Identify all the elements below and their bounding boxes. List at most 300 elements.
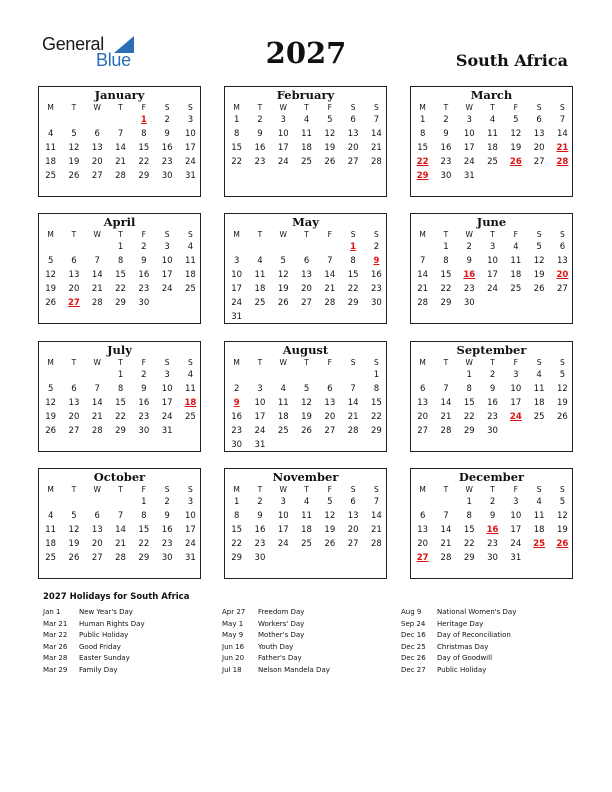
- holiday-date: May 1: [222, 619, 244, 628]
- day-cell: 4: [536, 370, 542, 380]
- holidays-title: 2027 Holidays for South Africa: [43, 592, 190, 602]
- day-cell: 29: [115, 298, 126, 308]
- day-cell: 17: [185, 143, 196, 153]
- day-cell: 1: [141, 497, 147, 507]
- day-cell: 10: [161, 256, 173, 266]
- day-cell: 11: [510, 256, 522, 266]
- day-cell: 23: [138, 412, 150, 422]
- holiday-row: [401, 665, 571, 677]
- weekday-header: F: [141, 230, 146, 239]
- day-cell: 29: [347, 298, 359, 308]
- day-cell: 21: [91, 412, 103, 422]
- day-cell: 16: [138, 270, 150, 280]
- day-cell: 30: [161, 171, 173, 181]
- day-cell: 17: [487, 270, 498, 280]
- holiday-date: Apr 27: [222, 608, 246, 616]
- empty-cell: [272, 240, 295, 254]
- day-cell: 14: [557, 129, 568, 139]
- day-cell: 12: [533, 256, 545, 266]
- weekday-header: M: [419, 230, 426, 239]
- day-cell: 18: [533, 525, 545, 535]
- day-cell: 10: [231, 270, 243, 280]
- day-cell: 24: [277, 539, 289, 549]
- empty-cell: [62, 495, 85, 509]
- day-cell: 7: [419, 256, 426, 266]
- day-cell: 2: [443, 115, 449, 125]
- month-title: February: [276, 88, 335, 102]
- day-cell: 30: [463, 298, 475, 308]
- day-cell: 31: [254, 440, 266, 450]
- day-cell: 4: [187, 242, 194, 252]
- day-cell: 31: [463, 171, 475, 181]
- month-title: May: [292, 215, 319, 229]
- day-cell: 15: [115, 270, 126, 280]
- day-cell: 8: [443, 256, 449, 266]
- month-grid: [411, 229, 572, 310]
- empty-cell: [62, 113, 85, 127]
- day-cell: 27: [91, 553, 103, 563]
- weekday-header: T: [490, 103, 495, 112]
- holiday-name: Nelson Mandela Day: [258, 665, 330, 674]
- day-cell: 15: [347, 270, 359, 280]
- day-cell: 20: [68, 412, 80, 422]
- holiday-name: Public Holiday: [437, 665, 487, 674]
- day-cell: 9: [489, 384, 496, 394]
- day-cell: 29: [463, 426, 475, 436]
- day-cell: 23: [440, 157, 452, 167]
- day-cell: 20: [347, 525, 359, 535]
- day-cell: 4: [536, 497, 542, 507]
- day-cell: 5: [327, 497, 333, 507]
- weekday-header: T: [304, 485, 309, 494]
- weekday-header: S: [536, 358, 542, 367]
- empty-cell: [411, 495, 434, 509]
- weekday-header: T: [443, 103, 449, 112]
- empty-cell: [86, 240, 109, 254]
- day-cell: 15: [138, 143, 150, 153]
- holiday-date: Mar 26: [43, 642, 68, 651]
- day-cell: 1: [443, 242, 449, 252]
- day-cell: 26: [301, 426, 312, 436]
- day-cell: 2: [489, 370, 496, 380]
- day-cell: 7: [94, 384, 100, 394]
- day-cell: 25: [45, 171, 57, 181]
- day-cell: 8: [466, 384, 472, 394]
- day-cell: 13: [347, 129, 359, 139]
- day-cell: 14: [371, 129, 382, 139]
- day-cell: 16: [487, 398, 498, 408]
- weekday-header: W: [93, 103, 101, 112]
- holiday-row: [222, 630, 392, 642]
- day-cell: 28: [347, 426, 359, 436]
- day-cell: 10: [185, 129, 196, 139]
- day-cell: 26: [68, 171, 80, 181]
- month-september: [410, 341, 573, 452]
- weekday-header: F: [513, 485, 518, 494]
- weekday-header: T: [118, 103, 123, 112]
- holiday-name: Youth Day: [258, 642, 294, 651]
- day-cell: 6: [419, 384, 426, 394]
- month-grid: [411, 102, 572, 183]
- day-cell: 19: [68, 157, 80, 167]
- weekday-header: S: [560, 103, 565, 112]
- day-cell: 24: [463, 157, 475, 167]
- weekday-header: T: [490, 485, 495, 494]
- day-cell: 7: [117, 129, 124, 139]
- holiday-day-cell: 9: [233, 398, 240, 408]
- day-cell: 18: [45, 157, 57, 167]
- day-cell: 23: [371, 284, 382, 294]
- day-cell: 24: [161, 412, 173, 422]
- holiday-row: [43, 630, 213, 642]
- holiday-date: Jun 16: [222, 642, 245, 651]
- day-cell: 19: [324, 525, 336, 535]
- day-cell: 28: [115, 553, 126, 563]
- month-title: July: [107, 343, 132, 357]
- day-cell: 30: [487, 553, 498, 563]
- day-cell: 31: [161, 426, 173, 436]
- day-cell: 5: [47, 256, 54, 266]
- day-cell: 26: [45, 298, 57, 308]
- day-cell: 31: [231, 312, 243, 322]
- day-cell: 15: [463, 525, 475, 535]
- day-cell: 8: [117, 384, 124, 394]
- day-cell: 8: [141, 511, 147, 521]
- day-cell: 18: [254, 284, 266, 294]
- day-cell: 7: [94, 256, 100, 266]
- empty-cell: [39, 368, 62, 382]
- weekday-header: T: [257, 358, 263, 367]
- day-cell: 11: [254, 270, 266, 280]
- weekday-header: S: [560, 358, 565, 367]
- weekday-header: S: [536, 485, 542, 494]
- day-cell: 28: [324, 298, 336, 308]
- empty-cell: [109, 495, 132, 509]
- day-cell: 30: [231, 440, 243, 450]
- day-cell: 1: [419, 115, 426, 125]
- empty-cell: [434, 495, 457, 509]
- day-cell: 18: [533, 398, 545, 408]
- day-cell: 5: [71, 129, 77, 139]
- day-cell: 13: [301, 270, 312, 280]
- country-name: South Africa: [455, 51, 568, 70]
- weekday-header: F: [513, 230, 518, 239]
- day-cell: 14: [440, 525, 452, 535]
- holiday-name: Good Friday: [79, 642, 121, 651]
- day-cell: 18: [277, 412, 289, 422]
- day-cell: 2: [257, 497, 263, 507]
- empty-cell: [318, 368, 341, 382]
- month-april: [38, 213, 201, 324]
- day-cell: 2: [164, 497, 170, 507]
- day-cell: 19: [45, 284, 57, 294]
- day-cell: 8: [466, 511, 472, 521]
- weekday-header: T: [118, 485, 123, 494]
- day-cell: 11: [301, 129, 312, 139]
- day-cell: 26: [45, 426, 57, 436]
- holiday-name: New Year's Day: [79, 608, 133, 616]
- empty-cell: [295, 240, 318, 254]
- day-cell: 6: [94, 511, 100, 521]
- day-cell: 5: [327, 115, 333, 125]
- holiday-row: [401, 607, 571, 619]
- month-title: December: [458, 470, 525, 484]
- weekday-header: S: [374, 358, 379, 367]
- day-cell: 10: [510, 511, 522, 521]
- weekday-header: T: [118, 358, 123, 367]
- day-cell: 30: [440, 171, 452, 181]
- day-cell: 11: [533, 384, 545, 394]
- month-title: April: [103, 215, 136, 229]
- day-cell: 29: [231, 553, 243, 563]
- weekday-header: F: [513, 358, 518, 367]
- day-cell: 25: [510, 284, 522, 294]
- holiday-row: [222, 653, 392, 665]
- day-cell: 12: [68, 143, 80, 153]
- empty-cell: [62, 240, 85, 254]
- holiday-day-cell: 20: [556, 270, 569, 280]
- holiday-day-cell: 16: [486, 525, 499, 535]
- empty-cell: [109, 113, 132, 127]
- holiday-row: [43, 653, 213, 665]
- holiday-date: Mar 22: [43, 631, 68, 639]
- day-cell: 9: [164, 129, 170, 139]
- weekday-header: S: [350, 103, 356, 112]
- weekday-header: S: [188, 485, 193, 494]
- weekday-header: T: [443, 485, 449, 494]
- day-cell: 8: [419, 129, 426, 139]
- day-cell: 10: [161, 384, 173, 394]
- holiday-row: [43, 665, 213, 677]
- day-cell: 14: [417, 270, 429, 280]
- day-cell: 5: [513, 115, 519, 125]
- day-cell: 31: [185, 171, 196, 181]
- day-cell: 17: [510, 525, 522, 535]
- day-cell: 13: [91, 525, 103, 535]
- day-cell: 13: [533, 129, 545, 139]
- day-cell: 3: [187, 497, 194, 507]
- day-cell: 21: [91, 284, 103, 294]
- day-cell: 17: [231, 284, 243, 294]
- day-cell: 1: [233, 497, 240, 507]
- day-cell: 5: [303, 384, 310, 394]
- day-cell: 7: [443, 384, 449, 394]
- empty-cell: [318, 240, 341, 254]
- day-cell: 17: [277, 143, 289, 153]
- day-cell: 22: [347, 284, 359, 294]
- day-cell: 18: [510, 270, 522, 280]
- day-cell: 24: [277, 157, 289, 167]
- month-august: [224, 341, 387, 452]
- weekday-header: M: [233, 230, 240, 239]
- day-cell: 27: [557, 284, 568, 294]
- day-cell: 28: [115, 171, 126, 181]
- day-cell: 12: [324, 511, 336, 521]
- holiday-name: Father's Day: [258, 654, 302, 662]
- day-cell: 25: [533, 412, 545, 422]
- day-cell: 14: [371, 511, 382, 521]
- empty-cell: [434, 368, 457, 382]
- weekday-header: S: [164, 485, 170, 494]
- day-cell: 12: [557, 511, 568, 521]
- holiday-date: Dec 25: [401, 642, 426, 651]
- day-cell: 12: [45, 398, 57, 408]
- day-cell: 23: [487, 412, 498, 422]
- month-march: [410, 86, 573, 197]
- day-cell: 29: [371, 426, 382, 436]
- weekday-header: W: [279, 358, 287, 367]
- day-cell: 29: [463, 553, 475, 563]
- weekday-header: T: [490, 358, 495, 367]
- day-cell: 8: [141, 129, 147, 139]
- holiday-row: [222, 665, 392, 677]
- weekday-header: S: [164, 103, 170, 112]
- day-cell: 31: [185, 553, 196, 563]
- month-grid: [411, 357, 572, 438]
- day-cell: 15: [231, 525, 243, 535]
- weekday-header: M: [47, 230, 54, 239]
- weekday-header: W: [279, 485, 287, 494]
- day-cell: 6: [303, 256, 310, 266]
- empty-cell: [86, 495, 109, 509]
- holiday-row: [222, 607, 392, 619]
- day-cell: 16: [231, 412, 243, 422]
- day-cell: 11: [533, 511, 545, 521]
- empty-cell: [295, 368, 318, 382]
- month-grid: [225, 102, 386, 169]
- day-cell: 13: [417, 525, 429, 535]
- day-cell: 16: [138, 398, 150, 408]
- empty-cell: [248, 368, 271, 382]
- weekday-header: T: [304, 358, 309, 367]
- weekday-header: T: [304, 103, 309, 112]
- day-cell: 14: [115, 143, 126, 153]
- day-cell: 3: [280, 497, 286, 507]
- day-cell: 10: [463, 129, 475, 139]
- month-october: [38, 468, 201, 579]
- empty-cell: [341, 368, 364, 382]
- weekday-header: F: [327, 230, 332, 239]
- weekday-header: W: [465, 358, 473, 367]
- weekday-header: F: [513, 103, 518, 112]
- empty-cell: [86, 368, 109, 382]
- holiday-date: Jul 18: [222, 665, 242, 674]
- day-cell: 5: [559, 370, 566, 380]
- day-cell: 30: [254, 553, 266, 563]
- day-cell: 23: [254, 539, 266, 549]
- empty-cell: [86, 113, 109, 127]
- weekday-header: W: [279, 230, 287, 239]
- holiday-row: [401, 630, 571, 642]
- day-cell: 30: [138, 426, 150, 436]
- day-cell: 7: [559, 115, 566, 125]
- holiday-name: Workers' Day: [258, 619, 305, 628]
- day-cell: 20: [91, 157, 103, 167]
- day-cell: 16: [161, 525, 173, 535]
- day-cell: 31: [510, 553, 522, 563]
- day-cell: 14: [91, 398, 103, 408]
- day-cell: 17: [185, 525, 196, 535]
- day-cell: 21: [115, 539, 126, 549]
- day-cell: 17: [277, 525, 289, 535]
- day-cell: 10: [510, 384, 522, 394]
- day-cell: 17: [510, 398, 522, 408]
- day-cell: 9: [489, 511, 496, 521]
- empty-cell: [225, 240, 248, 254]
- day-cell: 24: [510, 539, 522, 549]
- day-cell: 5: [71, 511, 77, 521]
- day-cell: 19: [510, 143, 522, 153]
- day-cell: 19: [277, 284, 289, 294]
- holiday-row: [401, 619, 571, 631]
- day-cell: 11: [185, 384, 196, 394]
- weekday-header: F: [327, 103, 332, 112]
- day-cell: 25: [254, 298, 266, 308]
- day-cell: 1: [373, 370, 380, 380]
- weekday-header: T: [71, 230, 77, 239]
- day-cell: 6: [71, 384, 77, 394]
- holiday-day-cell: 16: [463, 270, 476, 280]
- day-cell: 30: [138, 298, 150, 308]
- holiday-name: Public Holiday: [79, 631, 129, 639]
- day-cell: 4: [513, 242, 519, 252]
- day-cell: 2: [257, 115, 263, 125]
- day-cell: 7: [373, 497, 380, 507]
- day-cell: 19: [301, 412, 312, 422]
- day-cell: 1: [466, 497, 472, 507]
- holiday-name: Family Day: [79, 665, 118, 674]
- day-cell: 3: [164, 370, 170, 380]
- day-cell: 11: [277, 398, 289, 408]
- day-cell: 13: [347, 511, 359, 521]
- day-cell: 6: [94, 129, 100, 139]
- day-cell: 13: [91, 143, 103, 153]
- month-november: [224, 468, 387, 579]
- weekday-header: W: [93, 485, 101, 494]
- day-cell: 4: [187, 370, 194, 380]
- day-cell: 19: [557, 398, 568, 408]
- day-cell: 3: [257, 384, 263, 394]
- holiday-day-cell: 26: [509, 157, 522, 167]
- day-cell: 18: [185, 270, 196, 280]
- day-cell: 25: [301, 539, 312, 549]
- day-cell: 15: [440, 270, 452, 280]
- day-cell: 30: [161, 553, 173, 563]
- weekday-header: T: [304, 230, 309, 239]
- day-cell: 17: [161, 270, 173, 280]
- day-cell: 21: [115, 157, 126, 167]
- month-title: June: [476, 215, 507, 229]
- day-cell: 9: [466, 256, 472, 266]
- weekday-header: T: [71, 103, 77, 112]
- day-cell: 6: [327, 384, 333, 394]
- day-cell: 4: [489, 115, 496, 125]
- day-cell: 7: [327, 256, 333, 266]
- day-cell: 28: [91, 298, 103, 308]
- day-cell: 4: [303, 115, 310, 125]
- empty-cell: [39, 495, 62, 509]
- holiday-date: Dec 26: [401, 654, 426, 662]
- day-cell: 8: [373, 384, 380, 394]
- day-cell: 27: [347, 539, 359, 549]
- weekday-header: S: [374, 485, 379, 494]
- day-cell: 19: [324, 143, 336, 153]
- day-cell: 14: [91, 270, 103, 280]
- day-cell: 27: [347, 157, 359, 167]
- weekday-header: T: [118, 230, 123, 239]
- day-cell: 8: [117, 256, 124, 266]
- month-july: [38, 341, 201, 452]
